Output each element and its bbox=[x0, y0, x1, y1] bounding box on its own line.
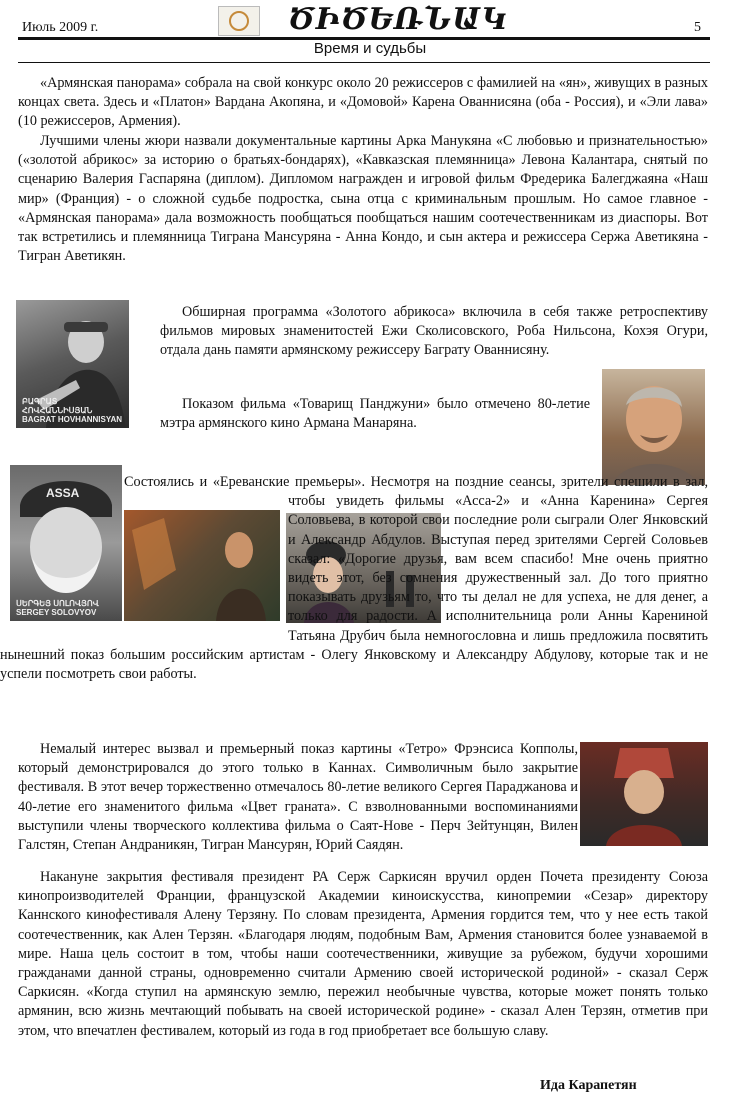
photo-arman-manaryan bbox=[602, 369, 705, 485]
article-paragraph: Состоялись и «Ереванские премьеры». Несмотря на поздние сеансы, зрители спешили в зал, чтобы увидеть фильмы «Асса-2» и «Анна Каренина» Сергея Соловьева, в которой свои последние роли сыграли Олег Янковский и Александр Абдулов. Выступая перед зрителями Сергей Соловьев сказал: «Дорогие друзья, вам всем спасибо! Мне очень приятно видеть этот, без сомнения дружественный зал. До того приятно показывать друзьям то, что ты делал не для успеха, не для денег, а только для радости. А исполнительница роли Анны Карениной Татьяна Друбич была немногословна и лишь предложила посвятить нынешний показ большим российским артистам - Олегу Янковскому и Александру Абдулову, которые так и не успели посмотреть свои работы. bbox=[0, 474, 708, 683]
page-number: 5 bbox=[694, 20, 701, 35]
article-paragraph: Немалый интерес вызвал и премьерный показ картины «Тетро» Фрэнсиса Копполы, который демонстрировался до этого только в Каннах. Символичным было закрытие фестиваля. В этот вечер торжественно отмечалось 80-летие великого Сергея Параджанова и 40-летие его знаменитого фильма «Цвет граната». С взволнованными воспоминаниями выступили члены творческого коллектива фильма о Саят-Нове - Перч Зейтунцян, Вилен Галстян, Степан Андраникян, Тигран Мансурян, Юрий Саядян. bbox=[18, 741, 578, 854]
cap-lettering: ASSA bbox=[46, 486, 80, 500]
newspaper-masthead: ԾԻԾԵՌՆԱԿ bbox=[288, 2, 508, 37]
photo-caption-armenian: ԲԱԳՐԱՏ ՀՈՎՀԱՆՆԻՍՅԱՆ bbox=[22, 397, 93, 415]
issue-date: Июль 2009 г. bbox=[22, 20, 99, 35]
photo-color-of-pomegranates-still bbox=[580, 742, 708, 846]
section-title: Время и судьбы bbox=[313, 40, 427, 57]
article-paragraph: «Армянская панорама» собрала на свой конкурс около 20 режиссеров с фамилией на «ян», живущих в разных концах света. Здесь и «Платон» Вардана Акопяна, и «Домовой» Карена Ованнисяна (оба - Россия), и «Эли лава» (10 режиссеров, Армения). bbox=[18, 75, 708, 130]
article-paragraph: Накануне закрытия фестиваля президент РА Серж Саркисян вручил орден Почета президенту Союза кинопроизводителей Франции, французской Академии киноискусства, кинопремии «Сезар» директору Каннского кинофестиваля Алену Терзяну. По словам президента, Армения гордится тем, что у нее есть такой соотечественник, как Ален Терзян. «Благодаря людям, подобным Вам, Армения становится более узнаваемой в мире. Наша цель состоит в том, чтобы наши соотечественники, живущие за рубежом, будучи хорошими гражданами данной страны, одновременно считали Армению своей исторической родиной» - сказал Серж Саркисян. «Когда ступил на армянскую землю, пережил необычные чувства, которые может понять только армянин, всю жизнь мечтающий побывать на своей исторической родине» - сказал Ален Терзян, отметив при этом, что впечатлен фестивалем, который из года в год приобретает все большую славу. bbox=[18, 869, 708, 1039]
photo-caption-latin: SERGEY SOLOVYOV bbox=[16, 608, 97, 617]
article-paragraph-wrapped bbox=[0, 473, 708, 684]
section-rule bbox=[18, 62, 710, 63]
article-author: Ида Карапетян bbox=[540, 1078, 637, 1093]
article-paragraph: Лучшими члены жюри назвали документальные картины Арка Манукяна «С любовью и признательностью» («золотой абрикос» за историю о братьях-бондарях), «Кавказская племянница» Левона Калантара, снятый по сценарию Валерия Гаспаряна (диплом). Дипломом награжден и игровой фильм Фредерика Балегджаяна «Наш мир» (Франция) - о сложной судьбе подростка, сына отца с криминальным прошлым. Но самое главное - «Армянская панорама» дала возможность пообщаться пообщаться нашим соотечественникам из диаспоры. Вот так встретились и племянница Тиграна Мансуряна - Анна Кондо, и сын актера и режиссера Сержа Аветикяна - Тигран Аветикян. bbox=[18, 133, 708, 265]
article-paragraph: Обширная программа «Золотого абрикоса» включила в себя также ретроспективу фильмов мировых знаменитостей Ежи Сколисовского, Роба Нильсона, Кохэя Огури, отдала дань памяти армянскому режиссеру Баграту Ованнисяну. bbox=[160, 304, 708, 359]
newspaper-emblem-icon bbox=[218, 6, 260, 36]
photo-caption-latin: BAGRAT HOVHANNISYAN bbox=[22, 415, 123, 424]
article-paragraph: Показом фильма «Товарищ Панджуни» было отмечено 80-летие мэтра армянского кино Армана Манаряна. bbox=[160, 396, 590, 432]
page-header bbox=[0, 0, 740, 40]
photo-caption-armenian: ՍԵՐԳԵՅ ՍՈԼՈՎՅՈՎ bbox=[16, 599, 99, 608]
photo-bagrat-hovhannisyan bbox=[16, 300, 129, 428]
